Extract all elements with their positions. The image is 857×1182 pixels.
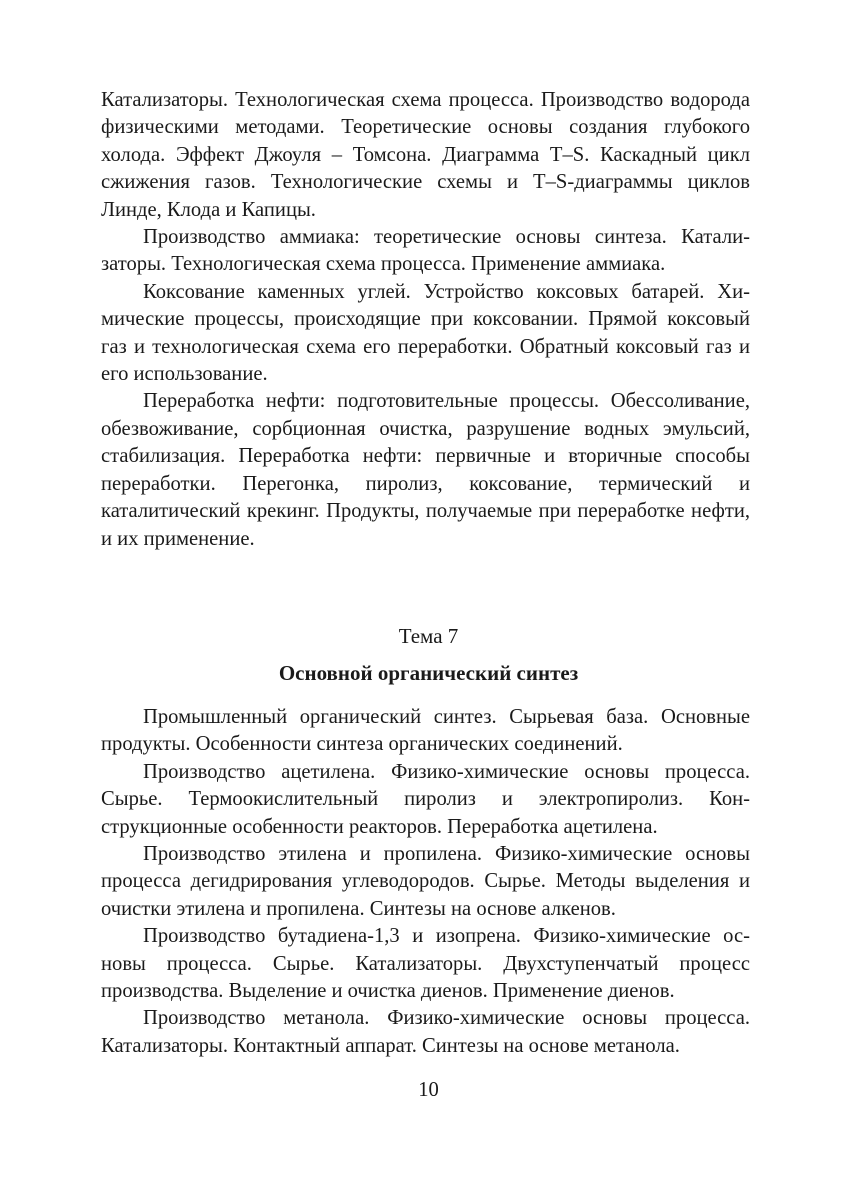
paragraph: Производство ацетилена. Физико-химические основы процесса. Сырье. Термоокислительный пиролиз и электропиролиз. Конструкционные особенности реакторов. Переработка ацетилена. [101, 760, 750, 838]
paragraph: Производство метанола. Физико-химические основы процесса. Катализаторы. Контактный аппарат. Синтезы на основе метанола. [101, 1007, 750, 1057]
paragraph: Катализаторы. Технологическая схема процесса. Производство водорода физическими методами. Теоретические основы создания глубокого холода. Эффект Джоуля – Томсона. Диаграмма T–S. Каскадный цикл сжижения газов. Технологические схемы и T–S-диаграммы циклов Линде, Клода и Капицы. [101, 89, 750, 221]
section-number: Тема 7 [398, 624, 459, 648]
body-text-bottom [101, 704, 750, 1060]
paragraph: Производство бутадиена-1,3 и изопрена. Физико-химические основы процесса. Сырье. Катализаторы. Двухступенчатый процесс производства. Выделение и очистка диенов. Применение диенов. [101, 925, 750, 1003]
paragraph: Производство этилена и пропилена. Физико-химические основы процесса дегидрирования углеводородов. Сырье. Методы выделения и очистки этилена и пропилена. Синтезы на основе алкенов. [101, 843, 750, 920]
body-text-top [101, 87, 750, 553]
paragraph: Промышленный органический синтез. Сырьевая база. Основные продукты. Особенности синтеза органических соединений. [101, 706, 750, 756]
section-title: Основной органический синтез [278, 661, 579, 685]
paragraph: Переработка нефти: подготовительные процессы. Обессоливание, обезвоживание, сорбционная очистка, разрушение водных эмульсий, стабилизация. Переработка нефти: первичные и вторичные способы переработки. Перегонка, пиролиз, коксование, термический и каталитический крекинг. Продукты, получаемые при переработке нефти, и их применение. [101, 390, 750, 550]
paragraph: Коксование каменных углей. Устройство коксовых батарей. Химические процессы, происходящие при коксовании. Прямой коксовый газ и технологическая схема его переработки. Обратный коксовый газ и его использование. [101, 280, 750, 386]
page-number: 10 [418, 1079, 439, 1101]
paragraph: Производство аммиака: теоретические основы синтеза. Катализаторы. Технологическая схема процесса. Применение аммиака. [101, 226, 750, 276]
